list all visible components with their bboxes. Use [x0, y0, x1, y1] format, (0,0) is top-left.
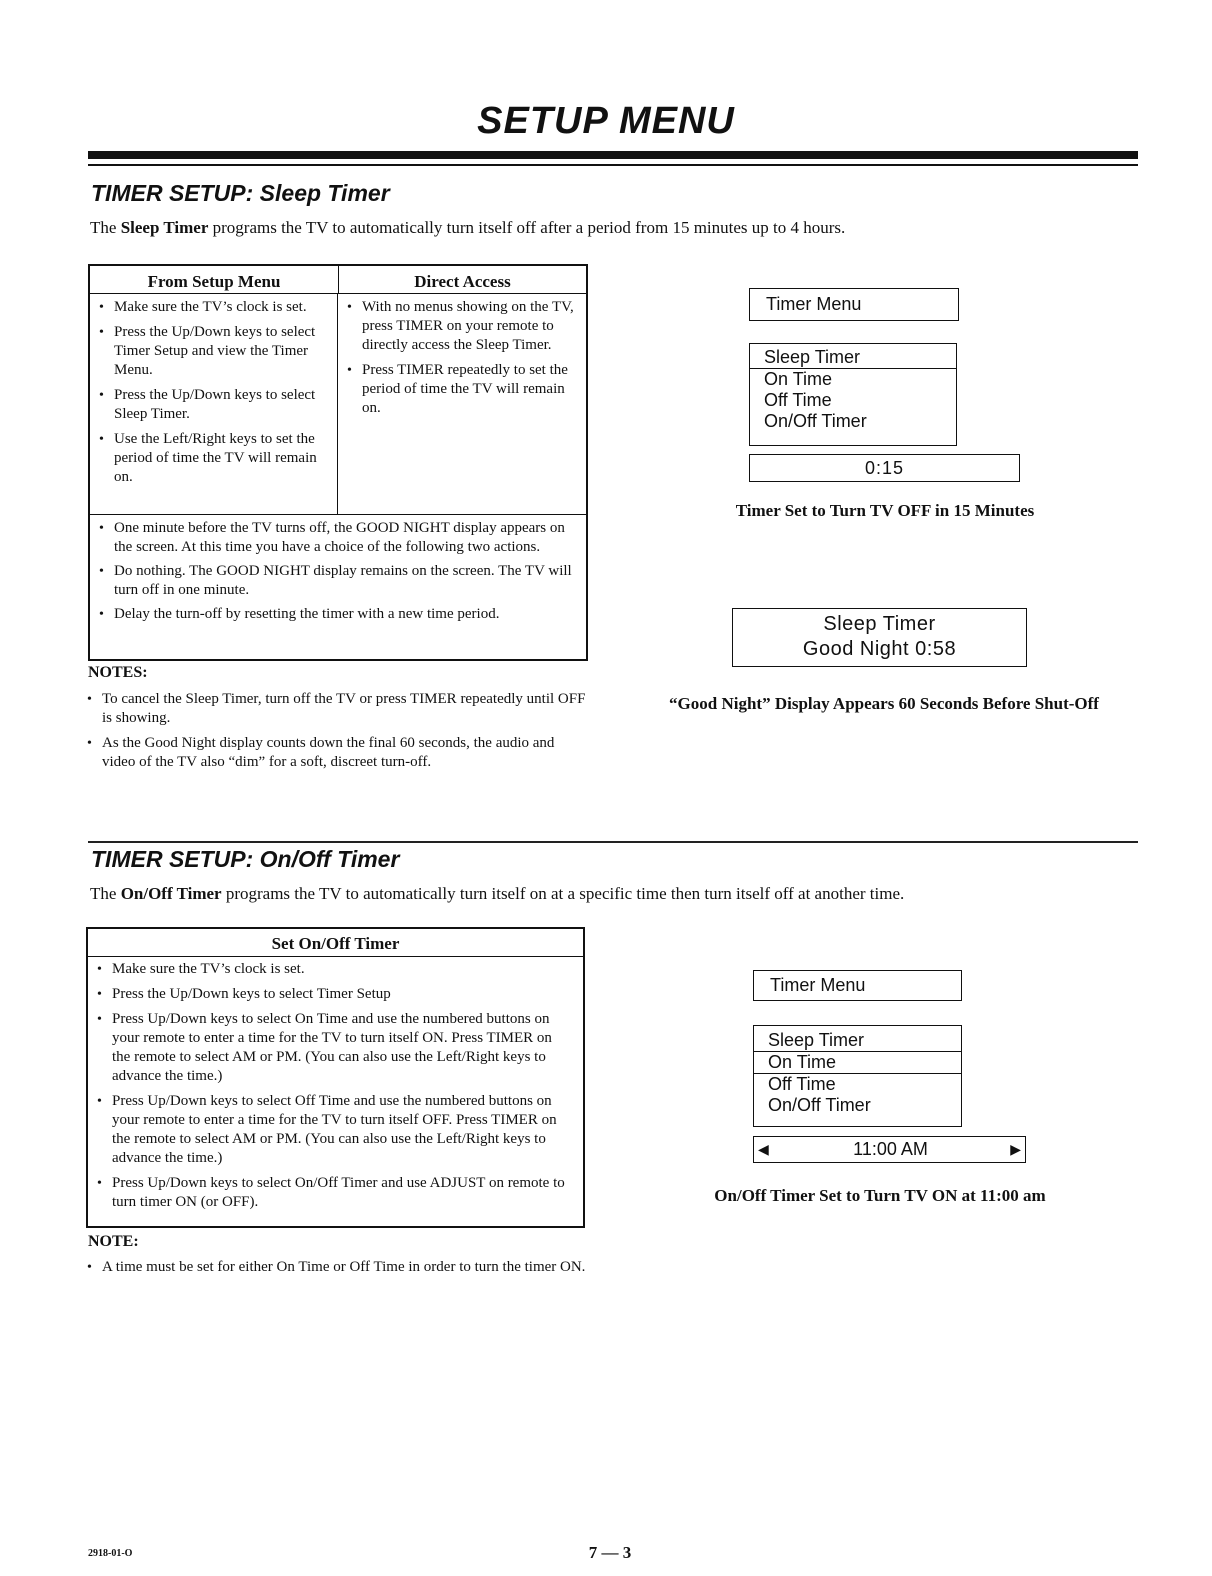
menu-item-on-off-timer: On/Off Timer [764, 411, 867, 431]
col-header-from-setup-menu: From Setup Menu [90, 266, 339, 293]
menu-item-off-time: Off Time [768, 1074, 836, 1094]
sleep-timer-intro: The Sleep Timer programs the TV to automatically turn itself off after a period from 15 minutes up to 4 hours. [90, 218, 846, 237]
list-item: • Press the Up/Down keys to select Sleep Timer. [90, 386, 329, 424]
document-code: 2918-01-O [88, 1548, 133, 1559]
good-night-display [732, 608, 1027, 667]
sleep-notes-list [78, 690, 588, 772]
direct-access-steps [338, 298, 578, 418]
on-off-timer-instructions-table [86, 927, 585, 1228]
good-night-actions [90, 519, 572, 624]
timer-menu-title-box: Timer Menu [749, 288, 959, 321]
list-item: • A time must be set for either On Time or Off Time in order to turn the timer ON. [78, 1258, 588, 1277]
list-item: • Make sure the TV’s clock is set. [88, 960, 573, 979]
page-number: 7 — 3 [588, 1543, 632, 1562]
list-item: • Press the Up/Down keys to select Timer Setup and view the Timer Menu. [90, 323, 329, 380]
title-rule-thin [88, 164, 1138, 166]
page-title: SETUP MENU [477, 100, 735, 142]
section-divider [88, 841, 1138, 843]
on-off-note-list [78, 1258, 588, 1277]
list-item: • Make sure the TV’s clock is set. [90, 298, 329, 317]
timer-menu-list [749, 343, 957, 446]
list-item: • To cancel the Sleep Timer, turn off the TV or press TIMER repeatedly until OFF is showing. [78, 690, 588, 728]
title-rule-thick [88, 151, 1138, 159]
on-time-value-box [753, 1136, 1026, 1163]
on-time-value: 11:00 AM [853, 1139, 928, 1159]
sleep-timer-heading: TIMER SETUP: Sleep Timer [91, 180, 390, 206]
sleep-timer-instructions-table [88, 264, 588, 661]
on-off-timer-caption: On/Off Timer Set to Turn TV ON at 11:00 am [714, 1186, 1046, 1205]
list-item: • Press the Up/Down keys to select Timer Setup [88, 985, 573, 1004]
menu-item-on-time: On Time [754, 1052, 961, 1074]
sleep-timer-value-box: 0:15 [749, 454, 1020, 482]
on-off-timer-steps [88, 960, 573, 1212]
good-night-line2: Good Night 0:58 [802, 638, 957, 660]
arrow-left-icon: ◀ [758, 1141, 769, 1157]
col-header-direct-access: Direct Access [414, 272, 511, 291]
on-off-note-heading: NOTE: [88, 1233, 139, 1250]
on-off-timer-intro: The On/Off Timer programs the TV to automatically turn itself on at a specific time then turn itself off at another time. [90, 884, 905, 903]
menu-item-off-time: Off Time [764, 390, 832, 410]
sleep-notes-heading: NOTES: [88, 664, 148, 681]
menu-item-on-off-timer: On/Off Timer [768, 1095, 871, 1115]
list-item: • Use the Left/Right keys to set the period of time the TV will remain on. [90, 430, 329, 487]
menu-item-sleep-timer: Sleep Timer [754, 1030, 961, 1052]
menu-item-on-time: On Time [764, 369, 833, 389]
on-off-timer-heading: TIMER SETUP: On/Off Timer [91, 846, 400, 872]
sleep-timer-caption: Timer Set to Turn TV OFF in 15 Minutes [735, 501, 1035, 520]
list-item: • Press Up/Down keys to select Off Time and use the numbered buttons on your remote to enter a time for the TV to turn itself OFF. Press TIMER on the remote to select AM or PM. (You can also use the Left/Right keys to advance the time.) [88, 1092, 573, 1168]
timer-menu-list-2 [753, 1025, 962, 1127]
list-item: • Press TIMER repeatedly to set the period of time the TV will remain on. [338, 361, 578, 418]
table-header-set-on-off-timer: Set On/Off Timer [88, 929, 583, 957]
list-item: • As the Good Night display counts down the final 60 seconds, the audio and video of the TV also “dim” for a soft, discreet turn-off. [78, 734, 588, 772]
list-item: • One minute before the TV turns off, the GOOD NIGHT display appears on the screen. At this time you have a choice of the following two actions. [90, 519, 572, 557]
list-item: • Do nothing. The GOOD NIGHT display remains on the screen. The TV will turn off in one minute. [90, 562, 572, 600]
menu-item-sleep-timer: Sleep Timer [750, 347, 956, 369]
arrow-right-icon: ▶ [1010, 1141, 1021, 1157]
list-item: • Press Up/Down keys to select On/Off Timer and use ADJUST on remote to turn timer ON (or OFF). [88, 1174, 573, 1212]
list-item: • Delay the turn-off by resetting the timer with a new time period. [90, 605, 572, 624]
from-setup-menu-steps [90, 298, 329, 487]
good-night-caption: “Good Night” Display Appears 60 Seconds Before Shut-Off [669, 694, 1099, 713]
timer-menu-title-box-2: Timer Menu [753, 970, 962, 1001]
list-item: • Press Up/Down keys to select On Time and use the numbered buttons on your remote to enter a time for the TV to turn itself ON. Press TIMER on the remote to select AM or PM. (You can also use the Left/Right keys to advance the time.) [88, 1010, 573, 1086]
list-item: • With no menus showing on the TV, press TIMER on your remote to directly access the Sleep Timer. [338, 298, 578, 355]
good-night-line1: Sleep Timer [823, 613, 936, 635]
